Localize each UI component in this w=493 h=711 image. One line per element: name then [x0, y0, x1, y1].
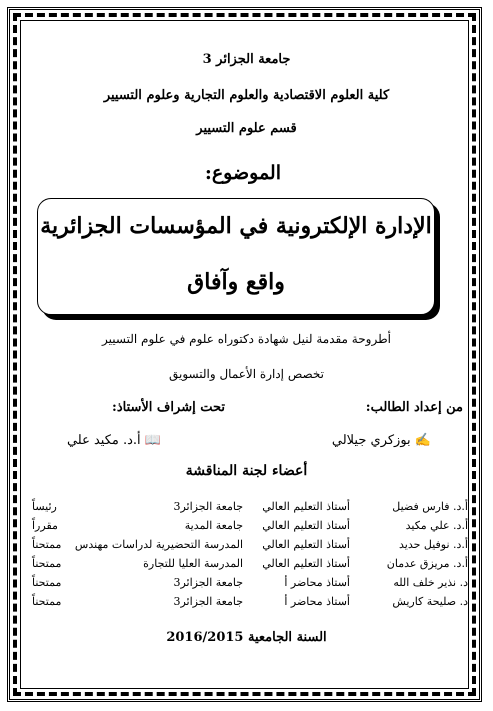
member-name: أ.د. نوفيل حديد [398, 538, 468, 551]
member-name: أ.د. فارس فضيل [392, 500, 468, 513]
department-name: قسم علوم التسيير [196, 121, 297, 136]
thesis-title-line2: واقع وآفاق [187, 269, 285, 295]
member-institution: جامعة الجزائر3 [173, 500, 243, 513]
supervisor-name-row [67, 433, 161, 448]
supervisor-name: أ.د. مكيد علي [66, 433, 141, 448]
thesis-description: أطروحة مقدمة لنيل شهادة دكتوراه علوم في علوم التسيير [102, 332, 391, 346]
university-name: جامعة الجزائر 3 [202, 52, 291, 67]
student-label: من إعداد الطالب: [365, 400, 463, 415]
member-name: أ.د. مريزق عدمان [386, 557, 468, 570]
member-role: ممتحناً [32, 557, 62, 570]
subject-label: الموضوع: [204, 162, 281, 184]
supervisor-label: تحت إشراف الأستاذ: [112, 400, 225, 415]
member-name: د. صليحة كاريش [392, 595, 468, 608]
committee-row [32, 519, 468, 537]
academic-year: السنة الجامعية 2016/2015 [166, 630, 327, 645]
committee-row [32, 595, 468, 613]
title-box [37, 198, 435, 315]
member-rank: أستاذ التعليم العالي [262, 538, 350, 551]
member-institution: جامعة الجزائر3 [173, 595, 243, 608]
member-institution: جامعة الجزائر3 [173, 576, 243, 589]
member-name: أ.د. علي مكيد [405, 519, 468, 532]
thesis-title-line1: الإدارة الإلكترونية في المؤسسات الجزائرية [40, 213, 432, 239]
committee-row [32, 500, 468, 518]
member-rank: أستاذ التعليم العالي [262, 557, 350, 570]
member-rank: أستاذ محاضر أ [284, 595, 350, 608]
committee-row [32, 538, 468, 556]
member-rank: أستاذ التعليم العالي [262, 519, 350, 532]
member-name: د. نذير خلف الله [393, 576, 468, 589]
member-institution: المدرسة التحضيرية لدراسات مهندس [74, 538, 243, 551]
member-role: ممتحناً [32, 538, 62, 551]
pen-icon: ✍ [414, 433, 431, 448]
member-role: ممتحناً [32, 576, 62, 589]
book-icon: 📖 [144, 433, 161, 448]
member-role: ممتحناً [32, 595, 62, 608]
committee-row [32, 576, 468, 594]
member-rank: أستاذ التعليم العالي [262, 500, 350, 513]
member-role: رئيساً [32, 500, 57, 513]
committee-heading: أعضاء لجنة المناقشة [185, 463, 308, 479]
student-name-row [332, 433, 431, 448]
committee-row [32, 557, 468, 575]
thesis-specialty: تخصص إدارة الأعمال والتسويق [168, 367, 325, 381]
member-institution: جامعة المدية [184, 519, 243, 532]
member-institution: المدرسة العليا للتجارة [143, 557, 243, 570]
member-role: مقرراً [32, 519, 58, 532]
faculty-name: كلية العلوم الاقتصادية والعلوم التجارية وعلوم التسيير [103, 88, 390, 103]
member-rank: أستاذ محاضر أ [284, 576, 350, 589]
student-name: بوزكري جيلالي [331, 433, 411, 448]
